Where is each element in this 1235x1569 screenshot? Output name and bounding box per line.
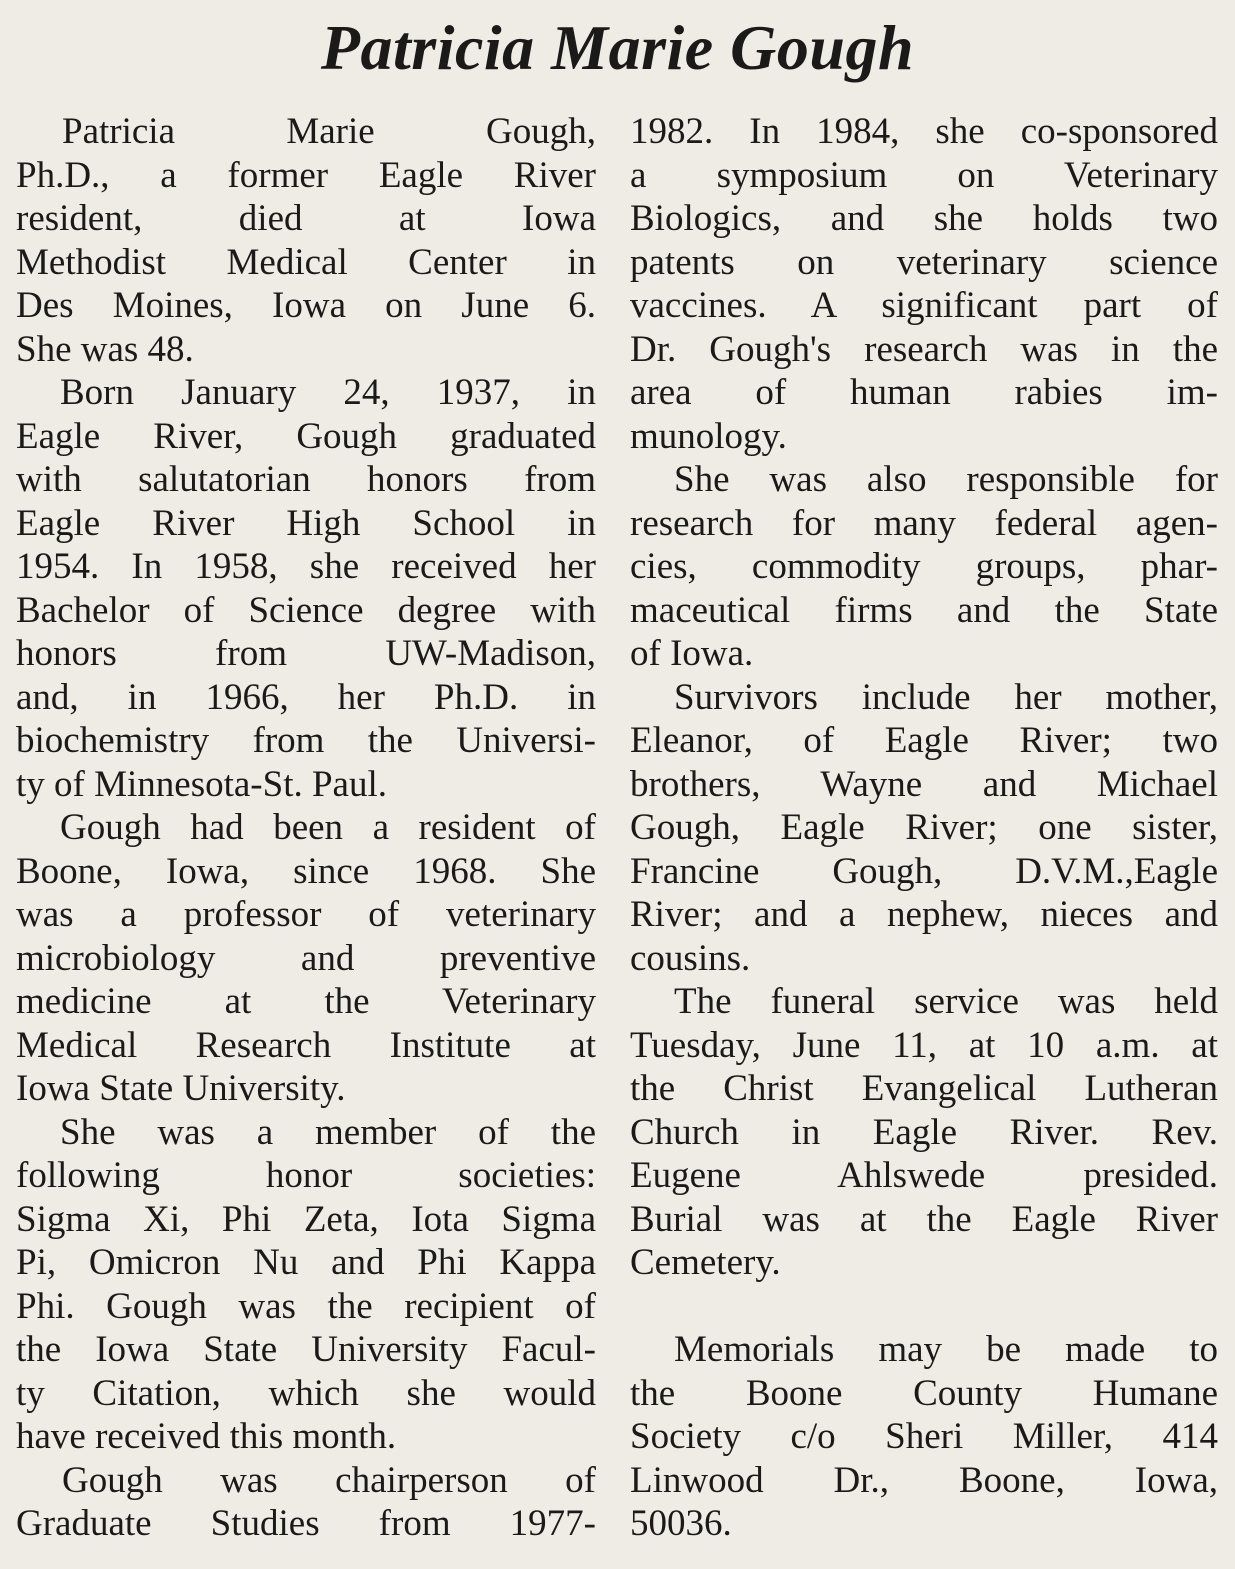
text-line: Des Moines, Iowa on June 6. [16,285,596,326]
text-line: River; and a nephew, nieces and [630,894,1218,935]
text-line: Tuesday, June 11, at 10 a.m. at [630,1024,1218,1066]
text-line: Born January 24, 1937, in [60,372,596,413]
text-line: The funeral service was held [674,981,1218,1022]
text-line: Burial was at the Eagle River [630,1198,1218,1240]
text-line: following honor societies: [16,1155,596,1196]
paragraph-gap [630,1285,1218,1329]
text-line: 1954. In 1958, she received her [16,546,596,587]
text-line: Phi. Gough was the recipient of [16,1285,596,1327]
text-line: Dr. Gough's research was in the [630,328,1218,370]
text-line: medicine at the Veterinary [16,981,596,1022]
text-line: She was also responsible for [674,459,1218,500]
text-line: with salutatorian honors from [16,459,596,500]
text-line: Boone, Iowa, since 1968. She [16,850,596,892]
text-line: Linwood Dr., Boone, Iowa, [630,1459,1218,1501]
text-line: 1982. In 1984, she co-sponsored [630,111,1218,152]
text-line: Francine Gough, D.V.M.,Eagle [630,850,1218,892]
text-line: maceutical firms and the State [630,589,1218,631]
text-line: was a professor of veterinary [16,894,596,935]
text-line: munology. [630,415,787,457]
text-line: Bachelor of Science degree with [16,589,596,631]
text-line: Gough had been a resident of [60,807,596,848]
text-line: ty Citation, which she would [16,1372,596,1414]
text-line: cies, commodity groups, phar- [630,546,1218,587]
text-line: Pi, Omicron Nu and Phi Kappa [16,1242,596,1283]
text-line: of Iowa. [630,633,754,674]
text-line: Medical Research Institute at [16,1024,596,1066]
text-line: Society c/o Sheri Miller, 414 [630,1416,1218,1457]
text-line: She was a member of the [60,1111,596,1153]
text-line: Sigma Xi, Phi Zeta, Iota Sigma [16,1198,596,1240]
text-line: vaccines. A significant part of [630,285,1218,326]
text-line: Eagle River High School in [16,502,596,544]
text-line: cousins. [630,937,751,979]
text-line: research for many federal agen- [630,502,1218,544]
text-line: honors from UW-Madison, [16,633,596,674]
right-column [630,110,1218,1546]
text-line: Memorials may be made to [674,1329,1218,1370]
text-line: brothers, Wayne and Michael [630,763,1218,805]
text-line: area of human rabies im- [630,372,1218,413]
text-line: Graduate Studies from 1977- [16,1503,596,1544]
text-line: ty of Minnesota-St. Paul. [16,763,388,805]
text-line: She was 48. [16,328,194,370]
left-column [16,110,596,1546]
text-line: Patricia Marie Gough, [62,111,596,152]
text-line: the Christ Evangelical Lutheran [630,1068,1218,1109]
text-line: Church in Eagle River. Rev. [630,1111,1218,1153]
text-line: Eugene Ahlswede presided. [630,1155,1218,1196]
obituary-title: Patricia Marie Gough [320,12,915,83]
text-line: Ph.D., a former Eagle River [16,154,596,196]
text-line: Survivors include her mother, [674,676,1218,718]
text-line: Biologics, and she holds two [630,198,1218,239]
text-line: Methodist Medical Center in [16,241,596,283]
text-line: Eleanor, of Eagle River; two [630,720,1218,761]
text-line: and, in 1966, her Ph.D. in [16,676,596,718]
text-line: 50036. [630,1503,732,1544]
text-line: a symposium on Veterinary [630,154,1218,196]
text-line: biochemistry from the Universi- [16,720,596,761]
text-line: have received this month. [16,1416,397,1457]
text-line: Gough was chairperson of [62,1459,596,1501]
text-line: microbiology and preventive [16,937,596,979]
text-line: Iowa State University. [16,1068,346,1109]
text-line: Gough, Eagle River; one sister, [630,807,1218,848]
text-line: the Iowa State University Facul- [16,1329,596,1370]
text-line: Cemetery. [630,1242,781,1283]
text-line: patents on veterinary science [630,241,1218,283]
text-line: the Boone County Humane [630,1372,1218,1414]
text-line: Eagle River, Gough graduated [16,415,596,457]
text-line: resident, died at Iowa [16,198,596,239]
